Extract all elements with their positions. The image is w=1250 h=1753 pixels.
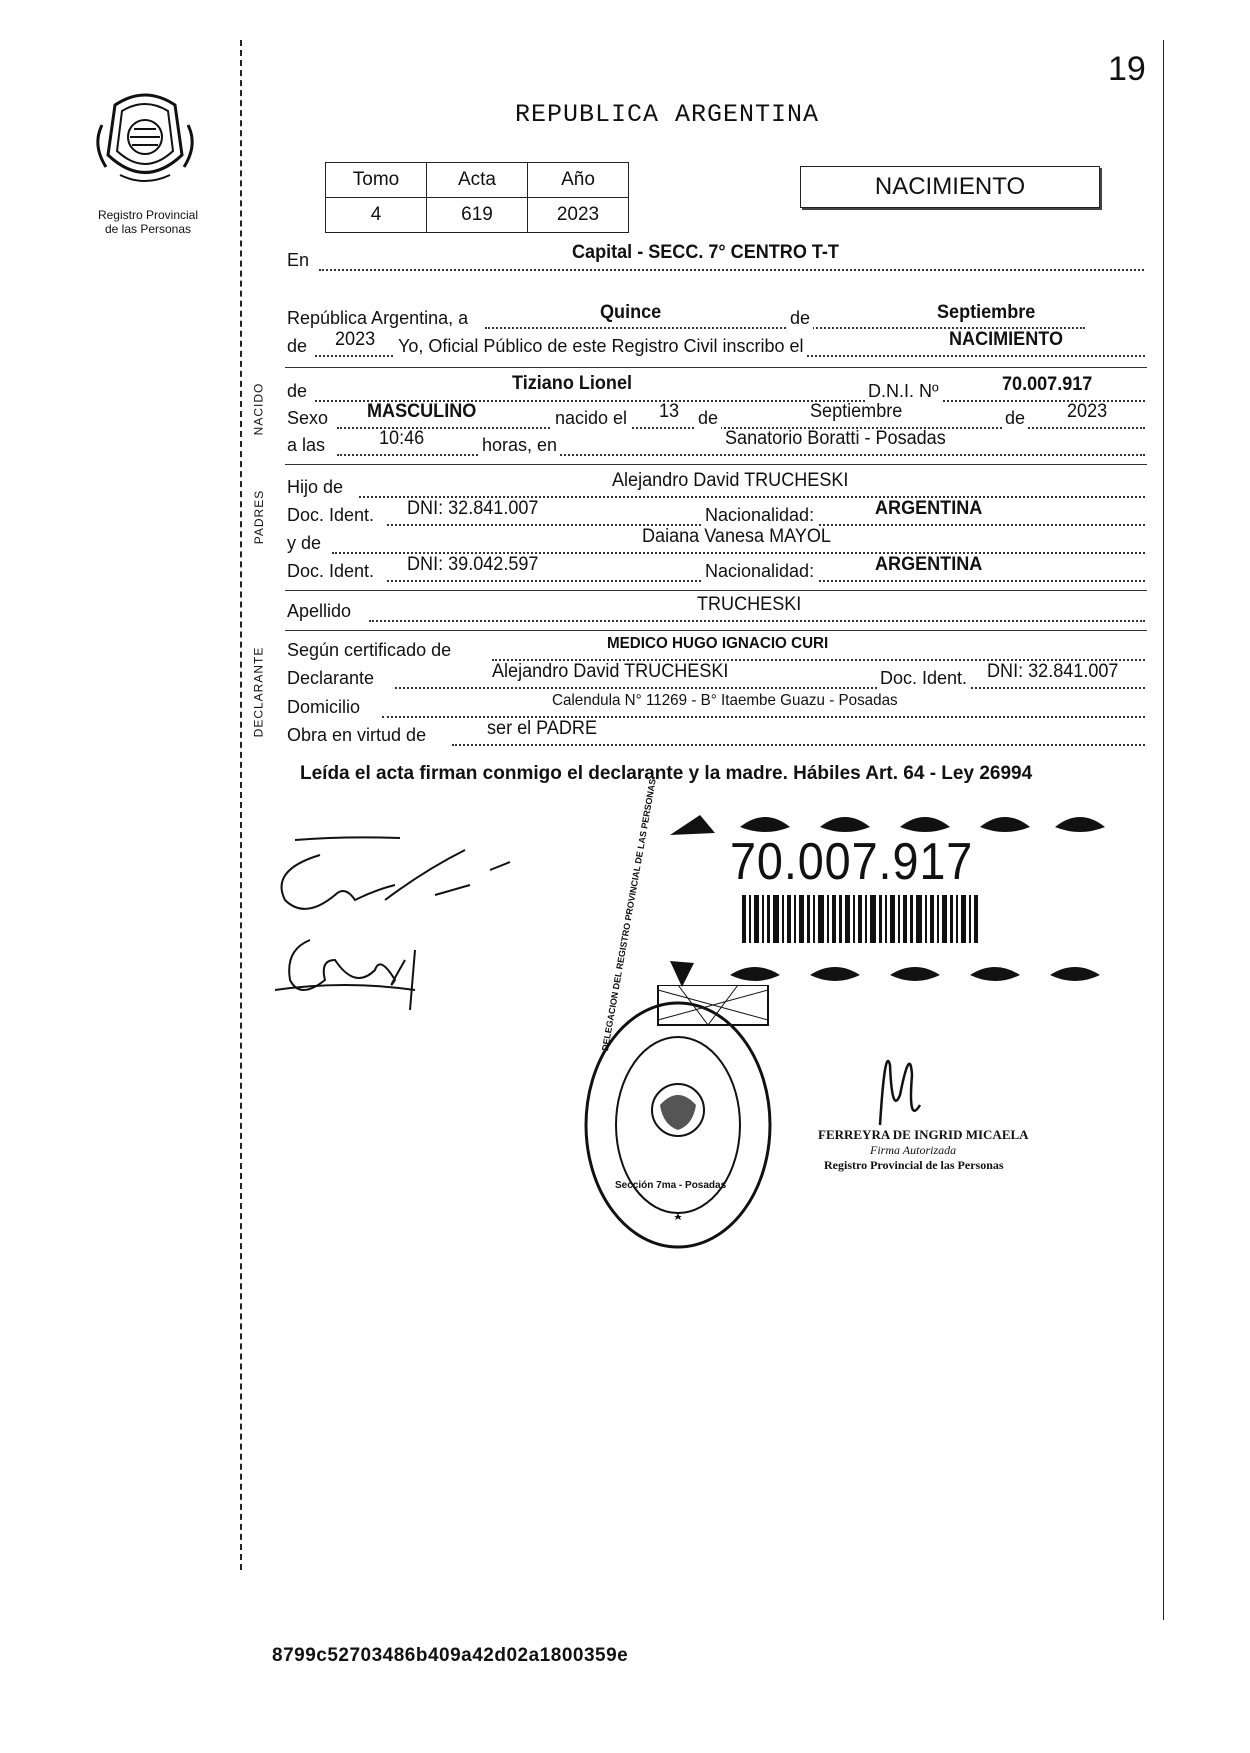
row-year (287, 329, 1147, 359)
row-surname (287, 594, 1147, 624)
declarant-signature (265, 830, 525, 1020)
label-capacity: Obra en virtud de (287, 725, 427, 745)
left-margin-line (240, 40, 242, 1570)
value-year: 2023 (335, 329, 376, 350)
dni-stamp: 70.007.917 (730, 833, 974, 891)
label-sex: Sexo (287, 408, 329, 428)
value-inscription: NACIMIENTO (949, 329, 1063, 350)
value-mother-nat: ARGENTINA (875, 554, 983, 575)
label-father: Hijo de (287, 477, 344, 497)
label-certificate: Según certificado de (287, 640, 452, 660)
provincial-seal-logo (90, 85, 200, 195)
label-born-de2: de (1002, 405, 1028, 431)
value-acta: 619 (427, 198, 528, 233)
label-de: de (787, 305, 813, 331)
header-anio: Año (528, 163, 629, 198)
label-time: a las (287, 435, 326, 455)
section-rule (285, 464, 1147, 465)
label-declarant-doc: Doc. Ident. (877, 665, 970, 691)
label-yo: Yo, Oficial Público de este Registro Civil inscribo el (395, 333, 807, 359)
closing-text: Leída el acta firman conmigo el declarante y la madre. Hábiles Art. 64 - Ley 26994 (300, 763, 1033, 784)
value-month: Septiembre (937, 302, 1036, 323)
label-mother-nat: Nacionalidad: (702, 558, 817, 584)
page-title: REPUBLICA ARGENTINA (515, 100, 820, 129)
value-declarant-doc: DNI: 32.841.007 (987, 661, 1119, 682)
label-republica: República Argentina, a (287, 308, 469, 328)
label-father-doc: Doc. Ident. (287, 505, 375, 525)
page-number: 19 (1108, 50, 1146, 88)
record-type-box: NACIMIENTO (800, 166, 1100, 208)
tag-declarant: DECLARANTE (251, 646, 266, 738)
value-anio: 2023 (528, 198, 629, 233)
label-declarant: Declarante (287, 668, 375, 688)
section-rule (285, 590, 1147, 591)
value-born-day: 13 (659, 401, 680, 422)
value-surname: TRUCHESKI (697, 594, 802, 615)
label-child: de (287, 381, 308, 401)
label-dni: D.N.I. Nº (865, 378, 942, 404)
label-father-nat: Nacionalidad: (702, 502, 817, 528)
label-mother: y de (287, 533, 322, 553)
label-born-de: de (695, 405, 721, 431)
value-father-nat: ARGENTINA (875, 498, 983, 519)
logo-caption-line2: de las Personas (104, 222, 192, 236)
value-time: 10:46 (379, 428, 425, 449)
row-address (287, 694, 1147, 720)
logo-caption (78, 208, 218, 236)
stamp-inner-text: Sección 7ma - Posadas (615, 1180, 727, 1191)
tag-parents: PADRES (252, 489, 267, 545)
label-mother-doc: Doc. Ident. (287, 561, 375, 581)
value-dni: 70.007.917 (1002, 374, 1093, 395)
registry-table (325, 162, 629, 233)
value-child-name: Tiziano Lionel (512, 373, 633, 394)
value-father-doc: DNI: 32.841.007 (407, 498, 539, 519)
value-born-month: Septiembre (810, 401, 903, 422)
section-rule (285, 367, 1147, 368)
document-hash: 8799c52703486b409a42d02a1800359e (272, 1645, 629, 1666)
stamp-ring-text: DELEGACION DEL REGISTRO PROVINCIAL DE LAS PERSONAS (600, 777, 658, 1052)
row-mother-doc (287, 554, 1147, 584)
label-en: En (287, 250, 310, 270)
label-de2: de (287, 336, 308, 356)
row-place (287, 242, 1147, 273)
value-tomo: 4 (326, 198, 427, 233)
value-father: Alejandro David TRUCHESKI (612, 470, 849, 491)
row-time (287, 428, 1147, 458)
value-place: Sanatorio Boratti - Posadas (725, 428, 946, 449)
value-mother: Daiana Vanesa MAYOL (642, 526, 831, 547)
value-en: Capital - SECC. 7° CENTRO T-T (572, 242, 839, 263)
header-tomo: Tomo (326, 163, 427, 198)
value-sex: MASCULINO (367, 401, 477, 422)
official-organization: Registro Provincial de las Personas (824, 1158, 1004, 1172)
official-role: Firma Autorizada (870, 1143, 957, 1157)
row-capacity (287, 718, 1147, 748)
value-certificate: MEDICO HUGO IGNACIO CURI (607, 635, 829, 652)
value-address: Calendula N° 11269 - B° Itaembe Guazu - Posadas (552, 692, 898, 709)
logo-caption-line1: Registro Provincial (97, 208, 199, 222)
value-day: Quince (600, 302, 662, 323)
official-name: FERREYRA DE INGRID MICAELA (818, 1127, 1029, 1142)
label-hours: horas, en (479, 432, 560, 458)
value-mother-doc: DNI: 39.042.597 (407, 554, 539, 575)
right-margin-line (1163, 40, 1164, 1620)
label-address: Domicilio (287, 697, 361, 717)
label-surname: Apellido (287, 601, 352, 621)
barcode (742, 895, 982, 943)
value-capacity: ser el PADRE (487, 718, 598, 739)
official-signature (850, 1035, 950, 1135)
header-acta: Acta (427, 163, 528, 198)
tag-born: NACIDO (251, 382, 266, 436)
value-born-year: 2023 (1067, 401, 1108, 422)
label-born: nacido el (552, 405, 630, 431)
value-declarant: Alejandro David TRUCHESKI (492, 661, 729, 682)
